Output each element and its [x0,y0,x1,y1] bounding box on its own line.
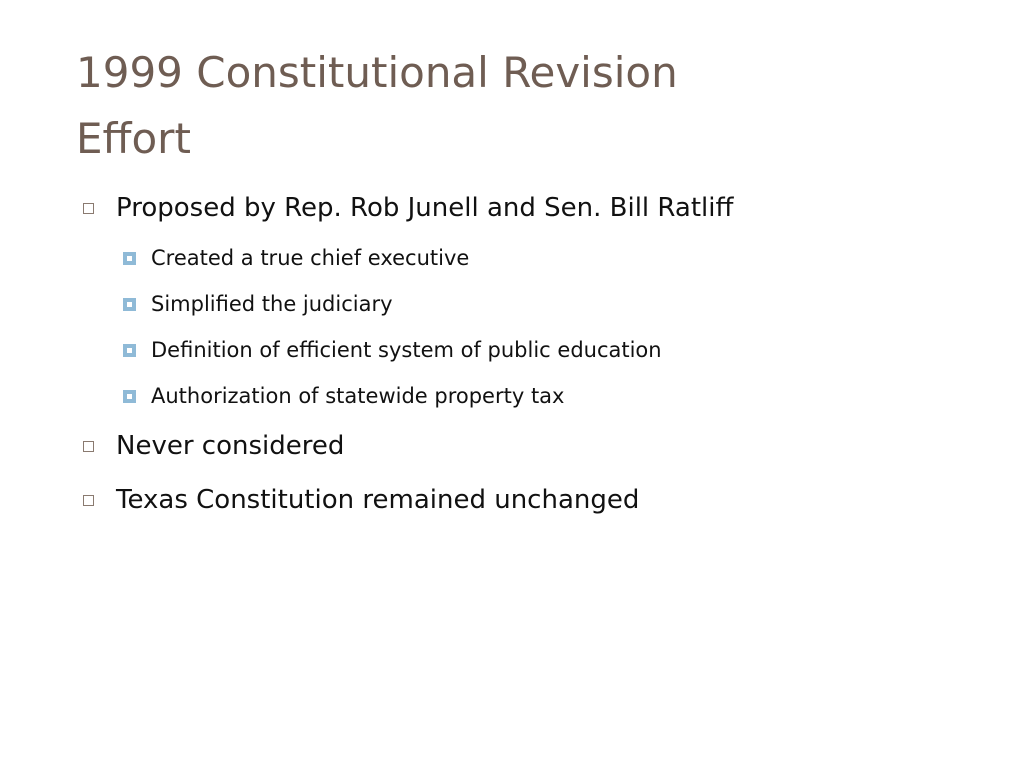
hollow-square-bullet-icon [83,441,94,452]
bullet-item [80,480,980,520]
bullet-item [80,426,980,466]
sub-bullet-text: Created a true chief executive [151,246,470,270]
filled-square-bullet-icon [123,344,136,357]
bullet-text: Texas Constitution remained unchanged [116,485,640,515]
slide-title-line: Effort [76,114,191,163]
sub-bullet-item [80,334,980,366]
sub-bullet-item [80,242,980,274]
hollow-square-bullet-icon [83,203,94,214]
sub-bullet-text: Simplified the judiciary [151,292,393,316]
bullet-list [80,188,980,534]
hollow-square-bullet-icon [83,495,94,506]
bullet-text: Proposed by Rep. Rob Junell and Sen. Bill Ratliff [116,193,734,223]
filled-square-bullet-icon [123,390,136,403]
slide-title-line: 1999 Constitutional Revision [76,48,678,97]
filled-square-bullet-icon [123,252,136,265]
bullet-item [80,188,980,228]
sub-bullet-text: Definition of efficient system of public education [151,338,662,362]
bullet-text: Never considered [116,431,345,461]
sub-bullet-item [80,288,980,320]
sub-bullet-text: Authorization of statewide property tax [151,384,565,408]
sub-bullet-item [80,380,980,412]
slide-title [76,40,876,172]
sub-bullet-list [80,242,980,412]
filled-square-bullet-icon [123,298,136,311]
